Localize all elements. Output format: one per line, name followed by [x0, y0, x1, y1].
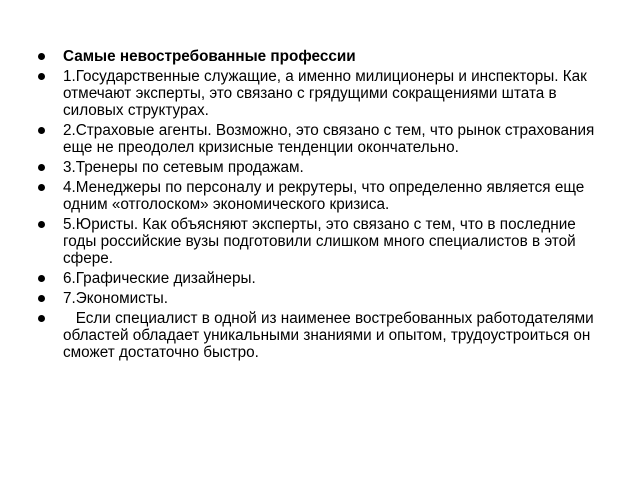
list-item-text: 1.Государственные служащие, а именно милиционеры и инспекторы. Как отмечают эксперты, это связано с грядущими сокращениями штата в силовых структурах. [63, 68, 592, 119]
list-item [38, 179, 596, 213]
bullet-dot-icon [38, 53, 45, 60]
bullet-dot-icon [38, 127, 45, 134]
list-item-text: 2.Страховые агенты. Возможно, это связано с тем, что рынок страхования еще не преодолел кризисные тенденции окончательно. [63, 122, 599, 156]
bullet-dot-icon [38, 315, 45, 322]
list-item-text: 7.Экономисты. [63, 290, 169, 307]
list-item-text: 3.Тренеры по сетевым продажам. [63, 159, 304, 176]
list-item [38, 159, 596, 176]
slide-heading: Самые невостребованные профессии [63, 48, 356, 65]
bullet-list [38, 48, 599, 364]
bullet-dot-icon [38, 184, 45, 191]
list-item-text: Если специалист в одной из наименее востребованных работодателями областей обладает уникальными знаниями и опытом, трудоустроиться он сможет достаточно быстро. [63, 310, 598, 361]
bullet-dot-icon [38, 221, 45, 228]
list-item [38, 290, 596, 307]
list-item [38, 68, 596, 119]
list-item-text: 4.Менеджеры по персоналу и рекрутеры, что определенно является еще одним «отголоском» экономического кризиса. [63, 179, 589, 213]
bullet-dot-icon [38, 275, 45, 282]
list-item-text: 6.Графические дизайнеры. [63, 270, 256, 287]
list-item-text: 5.Юристы. Как объясняют эксперты, это связано с тем, что в последние годы российские вузы подготовили слишком много специалистов в этой сфере. [63, 216, 581, 267]
list-item [38, 310, 596, 361]
list-item [38, 216, 596, 267]
list-item [38, 122, 599, 156]
bullet-dot-icon [38, 73, 45, 80]
list-item [38, 270, 596, 287]
bullet-dot-icon [38, 295, 45, 302]
slide-heading-item [38, 48, 596, 65]
bullet-dot-icon [38, 164, 45, 171]
